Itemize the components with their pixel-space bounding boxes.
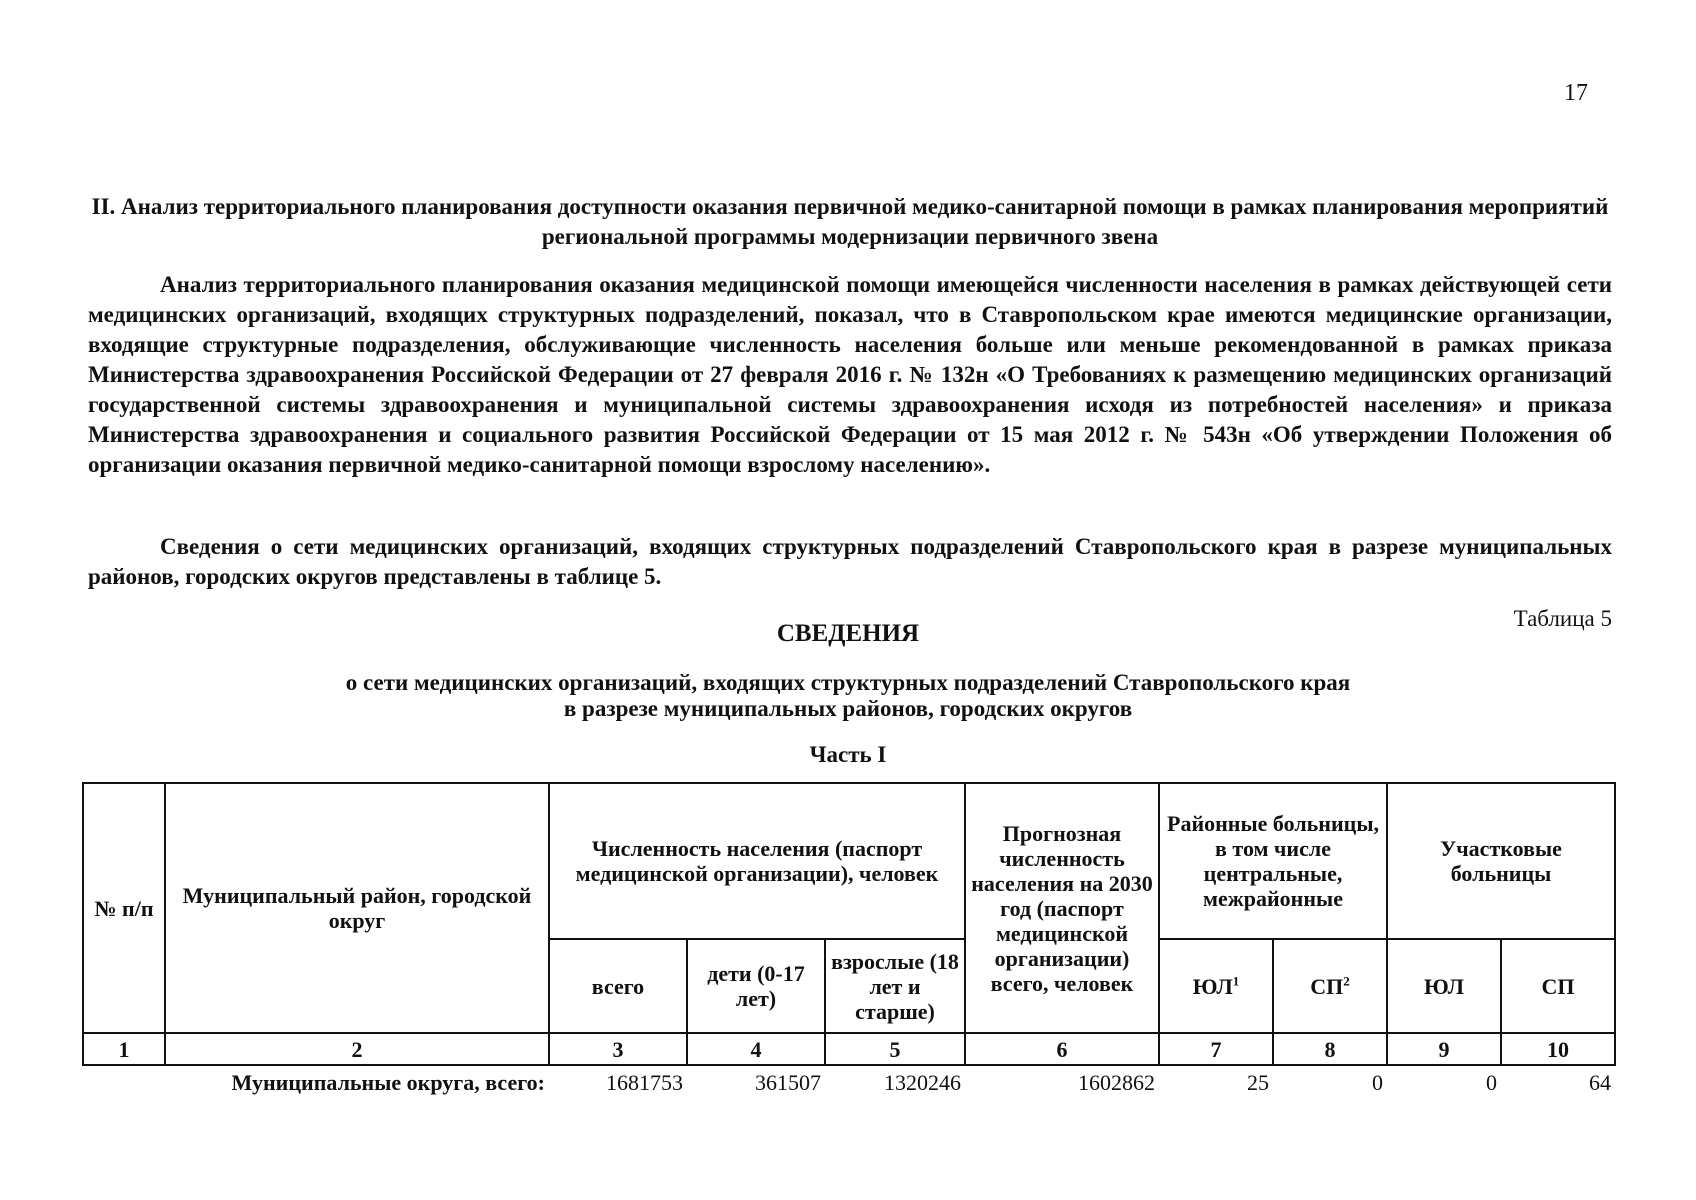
total-pop-all: 1681753 xyxy=(606,1070,683,1095)
header-yul xyxy=(1159,939,1273,1033)
header-num: № п/п xyxy=(83,783,165,1033)
total-row xyxy=(83,1065,1615,1097)
sp-text: СП xyxy=(1310,973,1344,999)
total-row-label: Муниципальные округа, всего: xyxy=(231,1070,545,1095)
header-district-hospitals: Районные больницы, в том числе центральные, межрайонные xyxy=(1159,783,1387,939)
header-pop-total: всего xyxy=(549,939,687,1033)
page-number: 17 xyxy=(1564,80,1588,106)
header-sp-local: СП xyxy=(1501,939,1615,1033)
column-number: 8 xyxy=(1273,1033,1387,1065)
header-sp xyxy=(1273,939,1387,1033)
part-label: Часть I xyxy=(809,742,887,767)
header-pop-children: дети (0-17 лет) xyxy=(687,939,825,1033)
header-pop-adults: взрослые (18 лет и старше) xyxy=(825,939,965,1033)
footnote-2-marker: 2 xyxy=(1343,973,1350,989)
column-number: 10 xyxy=(1501,1033,1615,1065)
column-number: 5 xyxy=(825,1033,965,1065)
header-population: Численность населения (паспорт медицинской организации), человек xyxy=(549,783,965,939)
header-yul-local: ЮЛ xyxy=(1387,939,1501,1033)
header-forecast: Прогнозная численность населения на 2030 год (паспорт медицинской организации) всего, человек xyxy=(965,783,1159,1033)
column-number-row xyxy=(83,1033,1615,1065)
paragraph-table-reference: Сведения о сети медицинских организаций, входящих структурных подразделений Ставропольского края в разрезе муниципальных районов, городских округов представлены в таблице 5. xyxy=(88,534,1612,589)
header-row-1 xyxy=(83,783,1615,939)
section-title: II. Анализ территориального планирования доступности оказания первичной медико-санитарной помощи в рамках планирования мероприятий региональной программы модернизации первичного звена xyxy=(91,194,1609,249)
column-number: 3 xyxy=(549,1033,687,1065)
column-number: 6 xyxy=(965,1033,1159,1065)
total-local-yul: 0 xyxy=(1486,1070,1498,1095)
subheading-line-1: о сети медицинских организаций, входящих структурных подразделений Ставропольского края xyxy=(345,670,1351,695)
column-number: 7 xyxy=(1159,1033,1273,1065)
medical-network-table xyxy=(82,782,1616,1097)
document-subheading xyxy=(0,670,1696,722)
total-district-sp: 0 xyxy=(1372,1070,1384,1095)
total-pop-adults: 1320246 xyxy=(884,1070,961,1095)
header-local-hospitals: Участковые больницы xyxy=(1387,783,1615,939)
yul-text: ЮЛ xyxy=(1192,973,1233,999)
column-number: 2 xyxy=(165,1033,549,1065)
total-forecast: 1602862 xyxy=(1078,1070,1155,1095)
total-district-yul: 25 xyxy=(1247,1070,1269,1095)
document-heading: СВЕДЕНИЯ xyxy=(776,620,920,647)
subheading-line-2: в разрезе муниципальных районов, городских округов xyxy=(563,696,1133,721)
footnote-1-marker: 1 xyxy=(1232,973,1240,989)
column-number: 9 xyxy=(1387,1033,1501,1065)
header-district: Муниципальный район, городской округ xyxy=(165,783,549,1033)
total-local-sp: 64 xyxy=(1589,1070,1612,1095)
total-pop-children: 361507 xyxy=(755,1070,821,1095)
column-number: 1 xyxy=(83,1033,165,1065)
paragraph-analysis: Анализ территориального планирования оказания медицинской помощи имеющейся численности населения в рамках действующей сети медицинских организаций, входящих структурных подразделений, показал, что в Ставропольском крае имеются медицинские организации, входящие структурные подразделения, обслуживающие численность населения больше или меньше рекомендованной в рамках приказа Министерства здравоохранения Российской Федерации от 27 февраля 2016 г. № 132н «О Требованиях к размещению медицинских организаций государственной системы здравоохранения и муниципальной системы здравоохранения исходя из потребностей населения» и приказа Министерства здравоохранения и социального развития Российской Федерации от 15 мая 2012 г. № 543н «Об утверждении Положения об организации оказания первичной медико-санитарной помощи взрослому населению». xyxy=(88,272,1612,477)
column-number: 4 xyxy=(687,1033,825,1065)
table-label: Таблица 5 xyxy=(1513,606,1612,631)
